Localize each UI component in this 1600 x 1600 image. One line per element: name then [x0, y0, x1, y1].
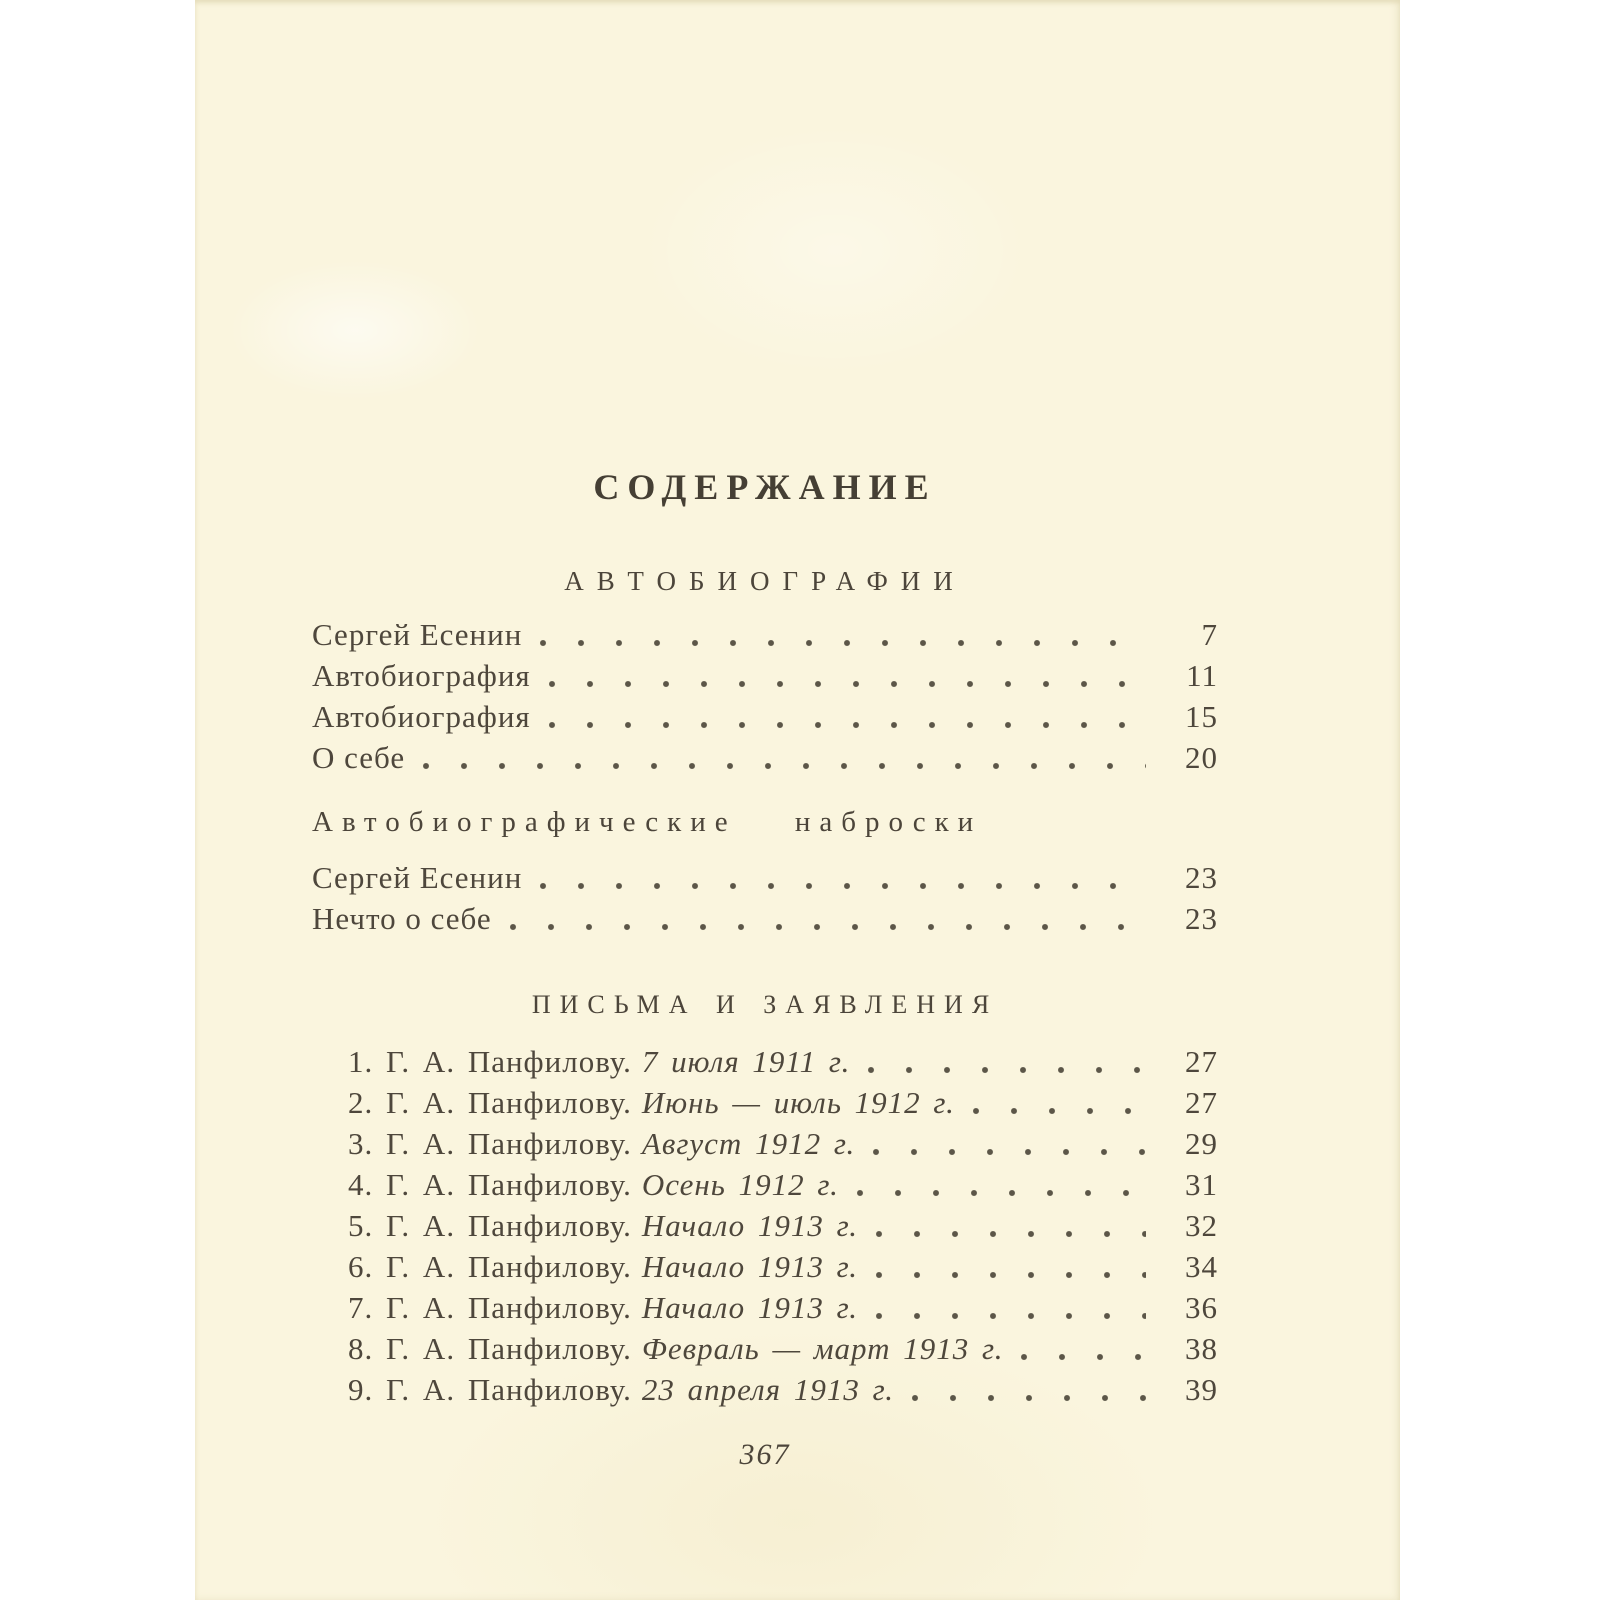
leader-dots	[510, 898, 1146, 931]
entry-date: 23 апреля 1913 г.	[641, 1372, 895, 1408]
toc-entry-row	[312, 898, 1218, 939]
entry-page-number: 29	[1185, 1126, 1218, 1162]
toc-entry-row	[312, 857, 1218, 898]
entry-date: Осень 1912 г.	[641, 1167, 839, 1203]
toc-content	[312, 0, 1218, 1472]
leader-dots	[973, 1082, 1146, 1115]
entry-title	[348, 1205, 858, 1246]
entry-page-number: 20	[1185, 739, 1218, 775]
book-page	[195, 0, 1400, 1600]
entry-label: 8. Г. А. Панфилову.	[348, 1331, 632, 1367]
entry-title	[348, 1041, 850, 1082]
toc-entry-row	[348, 1082, 1218, 1123]
entry-title	[348, 1123, 855, 1164]
entry-page-number: 36	[1185, 1290, 1218, 1326]
entry-page-number: 34	[1185, 1249, 1218, 1285]
entry-title: Автобиография	[312, 698, 531, 734]
entry-page-number: 27	[1185, 1085, 1218, 1121]
page-title: СОДЕРЖАНИЕ	[593, 467, 937, 507]
entry-label: 9. Г. А. Панфилову.	[348, 1372, 632, 1408]
entry-page-number: 32	[1185, 1208, 1218, 1244]
leader-dots	[549, 655, 1146, 688]
entry-title: Сергей Есенин	[312, 860, 523, 896]
leader-dots	[1021, 1328, 1146, 1361]
section-heading-letters: ПИСЬМА И ЗАЯВЛЕНИЯ	[531, 990, 999, 1020]
entry-title	[348, 1369, 894, 1410]
entry-date: Начало 1913 г.	[641, 1290, 859, 1326]
entry-title: Автобиография	[312, 657, 531, 693]
entry-date: Начало 1913 г.	[641, 1208, 859, 1244]
toc-section-sketches	[312, 857, 1218, 939]
entry-title	[348, 1082, 955, 1123]
entry-label: 1. Г. А. Панфилову.	[348, 1044, 632, 1080]
leader-dots	[876, 1287, 1146, 1320]
toc-entry-row	[312, 655, 1218, 696]
leader-dots	[876, 1205, 1146, 1238]
entry-date: 7 июля 1911 г.	[641, 1044, 851, 1080]
entry-date: Июнь — июль 1912 г.	[641, 1085, 955, 1121]
entry-title	[348, 1328, 1003, 1369]
entry-title: О себе	[312, 739, 406, 775]
leader-dots	[873, 1123, 1146, 1156]
entry-page-number: 38	[1185, 1331, 1218, 1367]
entry-date: Февраль — март 1913 г.	[641, 1331, 1004, 1367]
leader-dots	[912, 1369, 1146, 1402]
entry-page-number: 39	[1185, 1372, 1218, 1408]
section-heading-autobiographical-sketches: Автобиографические наброски	[312, 805, 983, 838]
toc-entry-row	[348, 1164, 1218, 1205]
entry-label: 7. Г. А. Панфилову.	[348, 1290, 632, 1326]
entry-page-number: 27	[1185, 1044, 1218, 1080]
leader-dots	[549, 696, 1146, 729]
toc-entry-row	[312, 737, 1218, 778]
entry-title	[348, 1246, 858, 1287]
toc-entry-row	[348, 1246, 1218, 1287]
entry-page-number: 7	[1201, 616, 1218, 652]
entry-page-number: 23	[1185, 901, 1218, 937]
entry-page-number: 23	[1185, 860, 1218, 896]
leader-dots	[868, 1041, 1146, 1074]
entry-title: Нечто о себе	[312, 901, 492, 937]
toc-section-autobiographies	[312, 614, 1218, 778]
entry-page-number: 15	[1185, 698, 1218, 734]
toc-entry-row	[312, 696, 1218, 737]
toc-entry-row	[348, 1041, 1218, 1082]
entry-label: 6. Г. А. Панфилову.	[348, 1249, 632, 1285]
leader-dots	[857, 1164, 1146, 1197]
leader-dots	[540, 614, 1146, 647]
entry-label: 5. Г. А. Панфилову.	[348, 1208, 632, 1244]
toc-entry-row	[348, 1287, 1218, 1328]
entry-date: Начало 1913 г.	[641, 1249, 859, 1285]
entry-page-number: 11	[1186, 657, 1218, 693]
entry-label: 3. Г. А. Панфилову.	[348, 1126, 632, 1162]
toc-entry-row	[312, 614, 1218, 655]
toc-entry-row	[348, 1205, 1218, 1246]
toc-entry-row	[348, 1328, 1218, 1369]
folio-page-number: 367	[739, 1438, 791, 1472]
entry-label: 4. Г. А. Панфилову.	[348, 1167, 632, 1203]
toc-section-letters	[312, 1041, 1218, 1410]
section-heading-autobiographies: АВТОБИОГРАФИИ	[564, 566, 966, 597]
entry-page-number: 31	[1185, 1167, 1218, 1203]
leader-dots	[423, 737, 1146, 770]
toc-entry-row	[348, 1123, 1218, 1164]
entry-title	[348, 1287, 858, 1328]
leader-dots	[876, 1246, 1146, 1279]
entry-date: Август 1912 г.	[641, 1126, 856, 1162]
entry-title	[348, 1164, 839, 1205]
leader-dots	[540, 857, 1146, 890]
entry-label: 2. Г. А. Панфилову.	[348, 1085, 632, 1121]
entry-title: Сергей Есенин	[312, 616, 523, 652]
toc-entry-row	[348, 1369, 1218, 1410]
